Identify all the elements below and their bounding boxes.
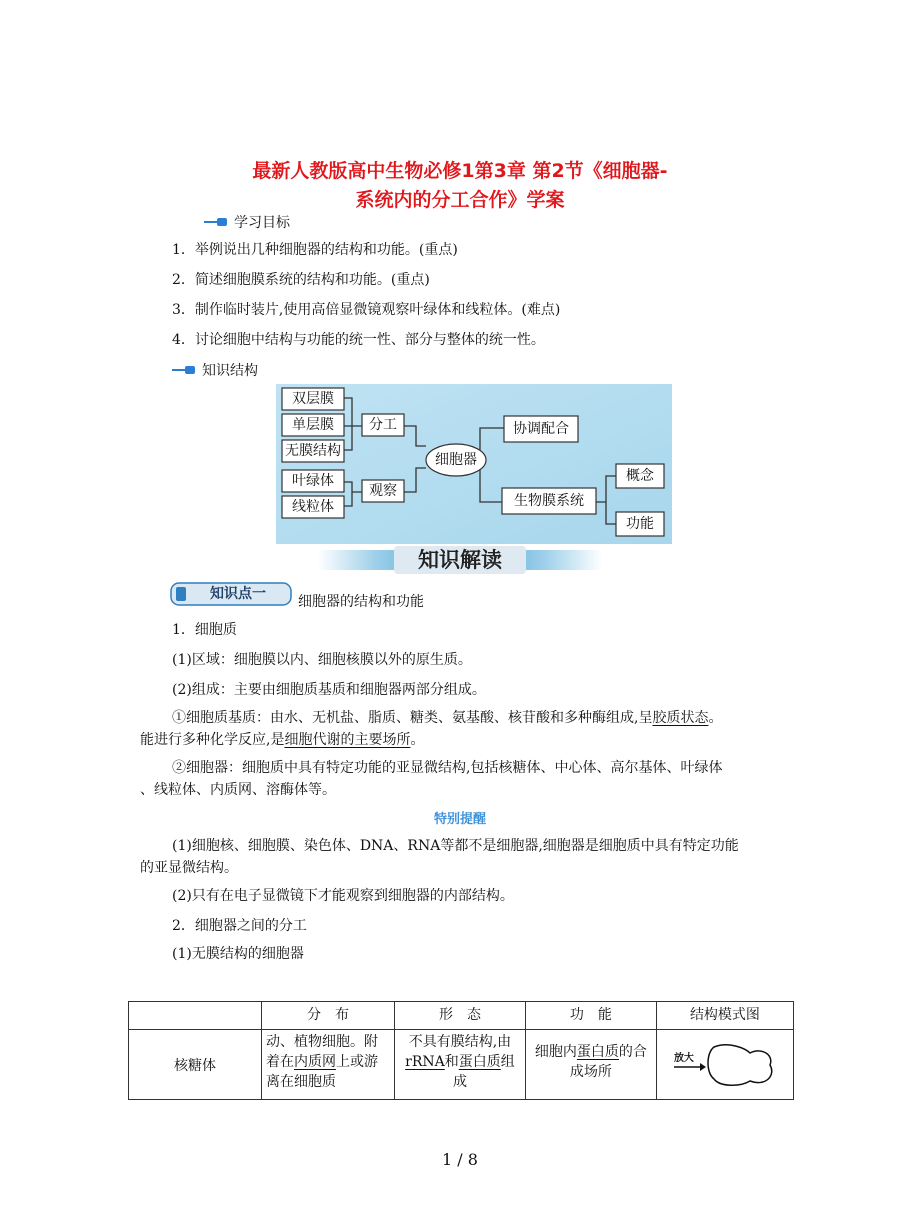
label-xianliti: 线粒体 [292, 499, 334, 515]
underlined-text: 蛋白质 [458, 1054, 501, 1070]
text: 和 [444, 1054, 459, 1070]
text: 。 [708, 710, 723, 726]
kp1-para-3 [172, 708, 722, 728]
section-goals-label: 学习目标 [234, 215, 290, 231]
badge-text: 知识点一 [210, 586, 266, 602]
goal-item: 1．举例说出几种细胞器的结构和功能。(重点) [172, 242, 458, 258]
kp1-heading-1: 1．细胞质 [172, 622, 237, 638]
special-hint-heading: 特别提醒 [433, 812, 486, 827]
text: 能进行多种化学反应,是 [140, 732, 285, 748]
label-dancengmo: 单层膜 [292, 417, 334, 433]
goal-item: 3．制作临时装片,使用高倍显微镜观察叶绿体和线粒体。(难点) [172, 302, 561, 318]
row-name-cell: 核糖体 [129, 1030, 262, 1100]
label-shuangcengmo: 双层膜 [292, 391, 334, 407]
note-1: (1)细胞核、细胞膜、染色体、DNA、RNA等都不是细胞器,细胞器是细胞质中具有特定功能 [172, 838, 739, 854]
distribution-cell [262, 1030, 395, 1100]
section-marker-icon [172, 365, 196, 375]
underlined-text: 细胞代谢的主要场所 [284, 732, 411, 748]
header-cell [129, 1002, 262, 1030]
schematic-cell [656, 1030, 793, 1100]
goal-item: 4．讨论细胞中结构与功能的统一性、部分与整体的统一性。 [172, 332, 545, 348]
label-wumojiegou: 无膜结构 [285, 443, 341, 459]
kp1-heading-2: 2．细胞器之间的分工 [172, 918, 307, 934]
knowledge-banner [318, 546, 602, 574]
section-structure [172, 360, 258, 380]
text: 不具有膜结构,由 [408, 1034, 512, 1050]
kp1-para-3-cont [140, 730, 424, 750]
kp1-para-4: ②细胞器：细胞质中具有特定功能的亚显微结构,包括核糖体、中心体、高尔基体、叶绿体 [172, 760, 723, 776]
underlined-text: 内质网 [294, 1054, 336, 1070]
text: 。 [410, 732, 425, 748]
label-xietiao: 协调配合 [513, 421, 569, 437]
kp1-title: 细胞器的结构和功能 [298, 594, 424, 610]
header-cell: 功 能 [525, 1002, 656, 1030]
label-fengong: 分工 [369, 417, 397, 433]
kp1-para-1: (1)区域：细胞膜以内、细胞核膜以外的原生质。 [172, 652, 472, 668]
section-marker-icon [204, 217, 228, 227]
label-guancha: 观察 [369, 483, 397, 499]
text: 上或游离在细胞质 [266, 1054, 378, 1090]
knowledge-point-badge [170, 582, 292, 606]
note-1-cont: 的亚显微结构。 [140, 860, 238, 876]
zoom-label: 放大 [673, 1052, 694, 1064]
underlined-text: 蛋白质 [576, 1044, 619, 1060]
title-line-2: 系统内的分工合作》学案 [355, 189, 565, 211]
table-row [129, 1030, 794, 1100]
section-structure-label: 知识结构 [202, 363, 258, 379]
knowledge-structure-diagram [276, 384, 672, 544]
kp1-para-2: (2)组成：主要由细胞质基质和细胞器两部分组成。 [172, 682, 486, 698]
organelle-table [128, 1001, 794, 1100]
label-yelvti: 叶绿体 [292, 473, 334, 489]
text: 细胞内 [534, 1044, 577, 1060]
text: ①细胞质基质：由水、无机盐、脂质、糖类、氨基酸、核苷酸和多种酶组成,呈 [172, 710, 653, 726]
header-cell: 形 态 [395, 1002, 526, 1030]
kp1-heading-2a: (1)无膜结构的细胞器 [172, 946, 304, 962]
section-goals [204, 212, 290, 232]
page-number: 1 / 8 [442, 1150, 478, 1169]
ribosome-schematic [670, 1039, 780, 1091]
ribosome-drawing [670, 1039, 780, 1091]
goal-item: 2．简述细胞膜系统的结构和功能。(重点) [172, 272, 430, 288]
label-gongneng: 功能 [626, 516, 654, 532]
underlined-text: 胶质状态 [652, 710, 709, 726]
text: 的合成场所 [569, 1044, 647, 1080]
label-shengwumo: 生物膜系统 [514, 493, 584, 509]
function-cell [525, 1030, 656, 1100]
text: 动、植物细胞。附着在 [266, 1034, 378, 1070]
label-gainian: 概念 [626, 468, 654, 484]
note-2: (2)只有在电子显微镜下才能观察到细胞器的内部结构。 [172, 888, 514, 904]
shape-cell [395, 1030, 526, 1100]
table-header-row [129, 1002, 794, 1030]
kp1-para-4-cont: 、线粒体、内质网、溶酶体等。 [140, 782, 336, 798]
banner-text: 知识解读 [418, 548, 502, 572]
text: 组成 [452, 1054, 515, 1090]
underlined-text: rRNA [405, 1054, 445, 1070]
label-xibaoqi: 细胞器 [435, 452, 477, 468]
header-cell: 结构模式图 [656, 1002, 793, 1030]
header-cell: 分 布 [262, 1002, 395, 1030]
title-line-1: 最新人教版高中生物必修1第3章 第2节《细胞器- [252, 160, 668, 182]
